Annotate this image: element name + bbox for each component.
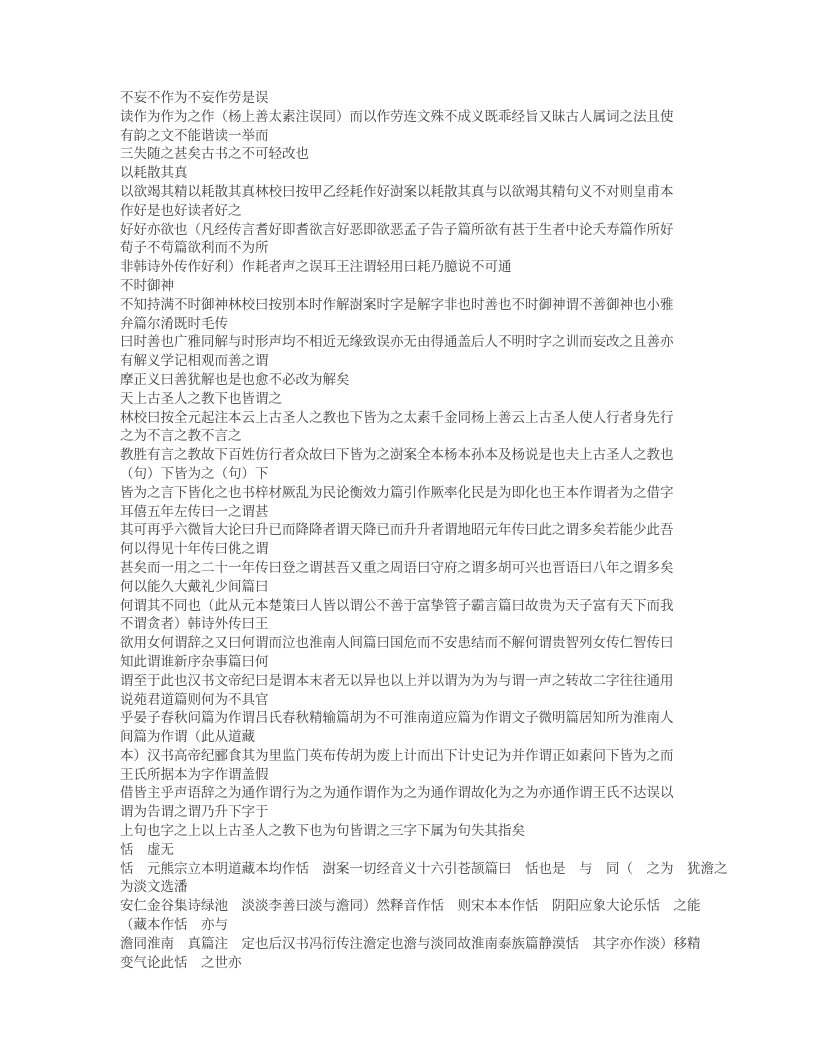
text-line: 恬 元熊宗立本明道藏本均作恬 澍案一切经音义十六引苍颉篇曰 恬也是 与 同（ 之为 犹澹之 bbox=[120, 860, 728, 876]
text-line: 荀子不苟篇欲利而不为所 bbox=[120, 240, 269, 256]
text-line: 有解义学记相观而善之谓 bbox=[120, 353, 269, 369]
text-line: 以耗散其真 bbox=[120, 165, 188, 181]
text-line: 谓为告谓之谓乃升下字于 bbox=[120, 804, 269, 820]
text-line: 天上古圣人之教下也皆谓之 bbox=[120, 390, 282, 406]
text-line: 借皆主乎声语辞之为通作谓行为之为通作谓作为之为通作谓故化为之为亦通作谓王氏不达误以 bbox=[120, 785, 674, 801]
text-line: 林校曰按全元起注本云上古圣人之教也下皆为之太素千金同杨上善云上古圣人使人行者身先行 bbox=[120, 409, 674, 425]
text-line: 皆为之言下皆化之也书梓材厥乱为民论衡效力篇引作厥率化民是为即化也王本作谓者为之借字 bbox=[120, 484, 674, 500]
text-line: （藏本作恬 亦与 bbox=[120, 917, 228, 933]
text-line: 澹同淮南 真篇注 定也后汉书冯衍传注澹定也澹与淡同故淮南泰族篇静漠恬 其字亦作淡）移精 bbox=[120, 935, 701, 951]
text-line: 弁篇尔淆既时毛传 bbox=[120, 315, 228, 331]
text-line: 之为不言之教不言之 bbox=[120, 428, 242, 444]
text-line: 本）汉书高帝纪郦食其为里监门英布传胡为废上计而出下计史记为并作谓正如素问下皆为之而 bbox=[120, 747, 674, 763]
text-line: 作好是也好读者好之 bbox=[120, 202, 242, 218]
text-line: 谓至于此也汉书文帝纪曰是谓本末者无以异也以上并以谓为为为与谓一声之转故二字往往通用 bbox=[120, 672, 674, 688]
text-line: 以欲竭其精以耗散其真林校曰按甲乙经耗作好澍案以耗散其真与以欲竭其精句义不对则皇甫本 bbox=[120, 183, 674, 199]
text-line: 不妄不作为不妄作劳是误 bbox=[120, 90, 269, 105]
text-line: 教胜有言之教故下百姓仿行者众故曰下皆为之澍案全本杨本孙本及杨说是也夫上古圣人之教也 bbox=[120, 447, 674, 463]
text-line: 何谓其不同也（此从元本楚策曰人皆以谓公不善于富挚管子霸言篇曰故贵为天子富有天下而我 bbox=[120, 597, 674, 613]
text-line: 不知持满不时御神林校曰按别本时作解澍案时字是解字非也时善也不时御神谓不善御神也小雅 bbox=[120, 296, 674, 312]
text-line: 间篇为作谓（此从道藏 bbox=[120, 729, 255, 745]
text-line: 变气论此恬 之世亦 bbox=[120, 954, 242, 970]
text-line: 有韵之文不能谐读一举而 bbox=[120, 127, 269, 143]
text-line: 欲用女何谓辞之又曰何谓而泣也淮南人间篇曰国危而不安患结而不解何谓贵智列女传仁智传曰 bbox=[120, 635, 674, 651]
page-text bbox=[120, 89, 732, 972]
text-line: 知此谓谁新序杂事篇曰何 bbox=[120, 653, 269, 669]
text-line: 非韩诗外传作好利）作耗者声之误耳王注谓轻用曰耗乃臆说不可通 bbox=[120, 259, 512, 275]
text-line: 何以能久大戴礼少间篇曰 bbox=[120, 578, 269, 594]
text-line: 恬 虚无 bbox=[120, 841, 174, 857]
text-line: 读作为作为之作（杨上善太素注误同）而以作劳连文殊不成义既乖经旨又昧古人属词之法且使 bbox=[120, 108, 674, 124]
text-line: 好好亦欲也（凡经传言耆好即耆欲言好恶即欲恶孟子告子篇所欲有甚于生者中论夭寿篇作所好 bbox=[120, 221, 674, 237]
text-line: 为淡文选潘 bbox=[120, 879, 188, 895]
text-line: 说苑君道篇则何为不具官 bbox=[120, 691, 269, 707]
text-line: 王氏所据本为字作谓盖假 bbox=[120, 766, 269, 782]
text-line: 三失随之甚矣古书之不可轻改也 bbox=[120, 146, 309, 162]
text-line: 不时御神 bbox=[120, 277, 174, 293]
text-line: 甚矣而一用之二十一年传曰登之谓甚吾又重之周语曰守府之谓多胡可兴也晋语曰八年之谓多矣 bbox=[120, 559, 674, 575]
text-line: 何以得见十年传曰佻之谓 bbox=[120, 541, 269, 557]
text-line: 上句也字之上以上古圣人之教下也为句皆谓之三字下属为句失其指矣 bbox=[120, 823, 525, 839]
text-line: 曰时善也广雅同解与时形声均不相近无缘致误亦无由得通盖后人不明时字之训而妄改之且善亦 bbox=[120, 334, 674, 350]
text-line: 乎晏子春秋问篇为作谓吕氏春秋精输篇胡为不可淮南道应篇为作谓文子微明篇居知所为淮南人 bbox=[120, 710, 674, 726]
text-line: 其可再乎六微旨大论曰升已而降降者谓天降已而升升者谓地昭元年传曰此之谓多矣若能少此吾 bbox=[120, 522, 674, 538]
text-line: 安仁金谷集诗绿池 淡淡李善曰淡与澹同）然释音作恬 则宋本本作恬 阴阳应象大论乐恬 之能 bbox=[120, 898, 701, 914]
text-line: 摩正义曰善犹解也是也愈不必改为解矣 bbox=[120, 371, 350, 387]
text-line: （句）下皆为之（句）下 bbox=[120, 465, 269, 481]
text-line: 不谓贪者）韩诗外传曰王 bbox=[120, 616, 269, 632]
text-line: 耳僖五年左传曰一之谓甚 bbox=[120, 503, 269, 519]
